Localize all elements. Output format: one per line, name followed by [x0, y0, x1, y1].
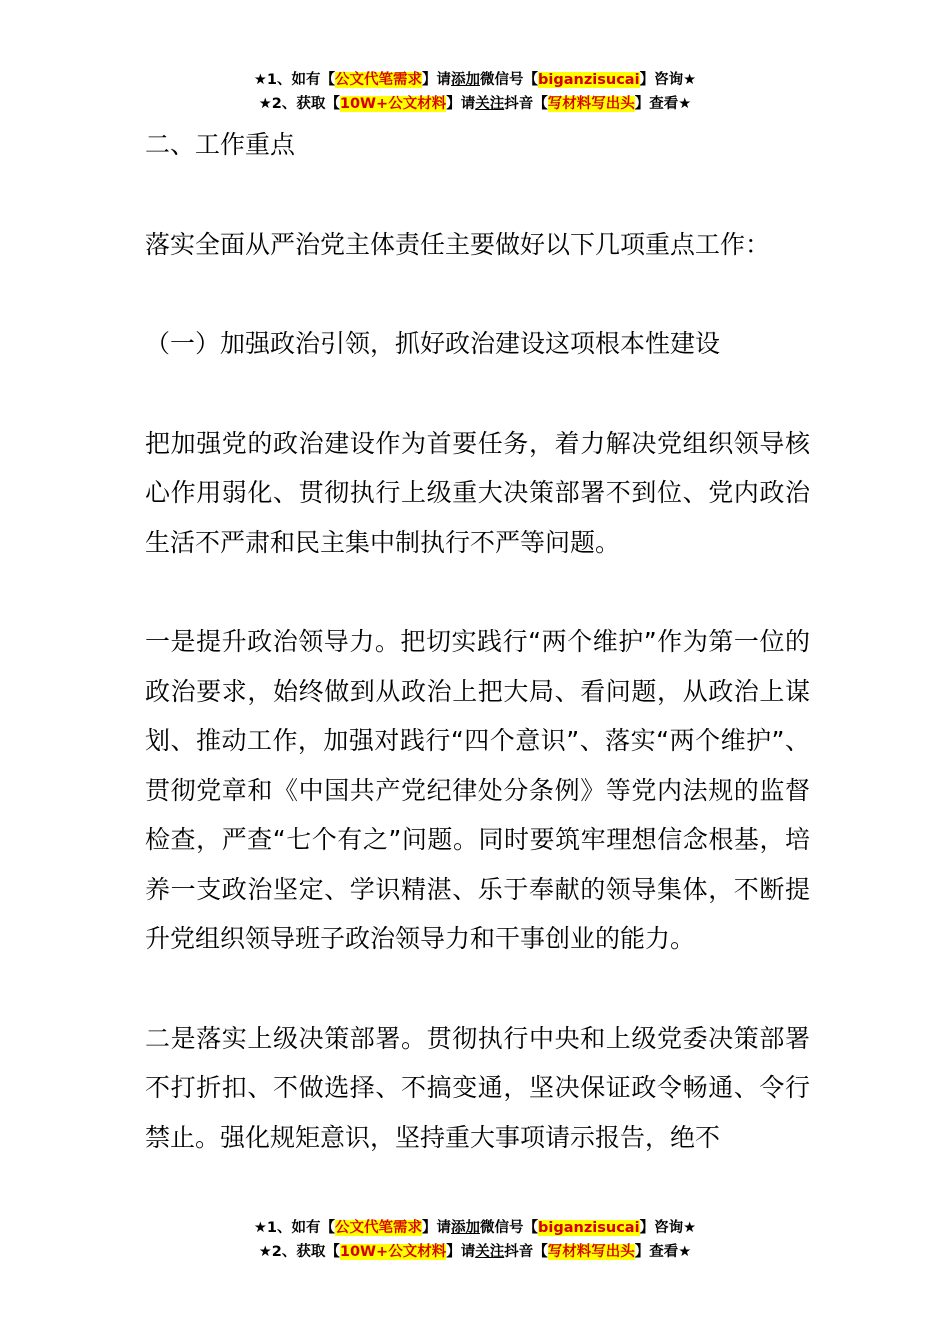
- footer-line-2: ★2、获取【10W+公文材料】请关注抖音【写材料写出头】查看★: [258, 1244, 692, 1260]
- banner-highlight-service: 公文代笔需求: [335, 72, 423, 88]
- footer-highlight-materials: 10W+公文材料: [339, 1244, 447, 1260]
- footer-banner: [0, 1216, 950, 1264]
- body-paragraph-3: 二是落实上级决策部署。贯彻执行中央和上级党委决策部署不打折扣、不做选择、不搞变通，坚决保证政令畅通、令行禁止。强化规矩意识，坚持重大事项请示报告，绝不: [145, 1023, 810, 1152]
- section-heading: 二、工作重点: [145, 130, 296, 159]
- body-paragraph-1: 把加强党的政治建设作为首要任务，着力解决党组织领导核心作用弱化、贯彻执行上级重大决策部署不到位、党内政治生活不严肃和民主集中制执行不严等问题。: [145, 428, 810, 557]
- footer-line-1: ★1、如有【公文代笔需求】请添加微信号【biganzisucai】咨询★: [253, 1220, 697, 1236]
- body-paragraph-2: 一是提升政治领导力。把切实践行“两个维护”作为第一位的政治要求，始终做到从政治上把大局、看问题，从政治上谋划、推动工作，加强对践行“四个意识”、落实“两个维护”、贯彻党章和《中国共产党纪律处分条例》等党内法规的监督检查，严查“七个有之”问题。同时要筑牢理想信念根基，培养一支政治坚定、学识精湛、乐于奉献的领导集体，不断提升党组织领导班子政治领导力和干事创业的能力。: [145, 627, 810, 953]
- banner-line-2: ★2、获取【10W+公文材料】请关注抖音【写材料写出头】查看★: [258, 96, 692, 112]
- intro-paragraph: 落实全面从严治党主体责任主要做好以下几项重点工作：: [145, 229, 771, 259]
- footer-highlight-service: 公文代笔需求: [335, 1220, 423, 1236]
- banner-highlight-materials: 10W+公文材料: [339, 96, 447, 112]
- document-body: [145, 120, 810, 1162]
- banner-highlight-douyin: 写材料写出头: [547, 96, 635, 112]
- banner-line-1: ★1、如有【公文代笔需求】请添加微信号【biganzisucai】咨询★: [253, 72, 697, 88]
- footer-highlight-douyin: 写材料写出头: [547, 1244, 635, 1260]
- footer-highlight-wechat-id: biganzisucai: [538, 1220, 640, 1236]
- subheading: （一）加强政治引领，抓好政治建设这项根本性建设: [145, 329, 721, 358]
- banner-highlight-wechat-id: biganzisucai: [538, 72, 640, 88]
- header-banner: [0, 68, 950, 116]
